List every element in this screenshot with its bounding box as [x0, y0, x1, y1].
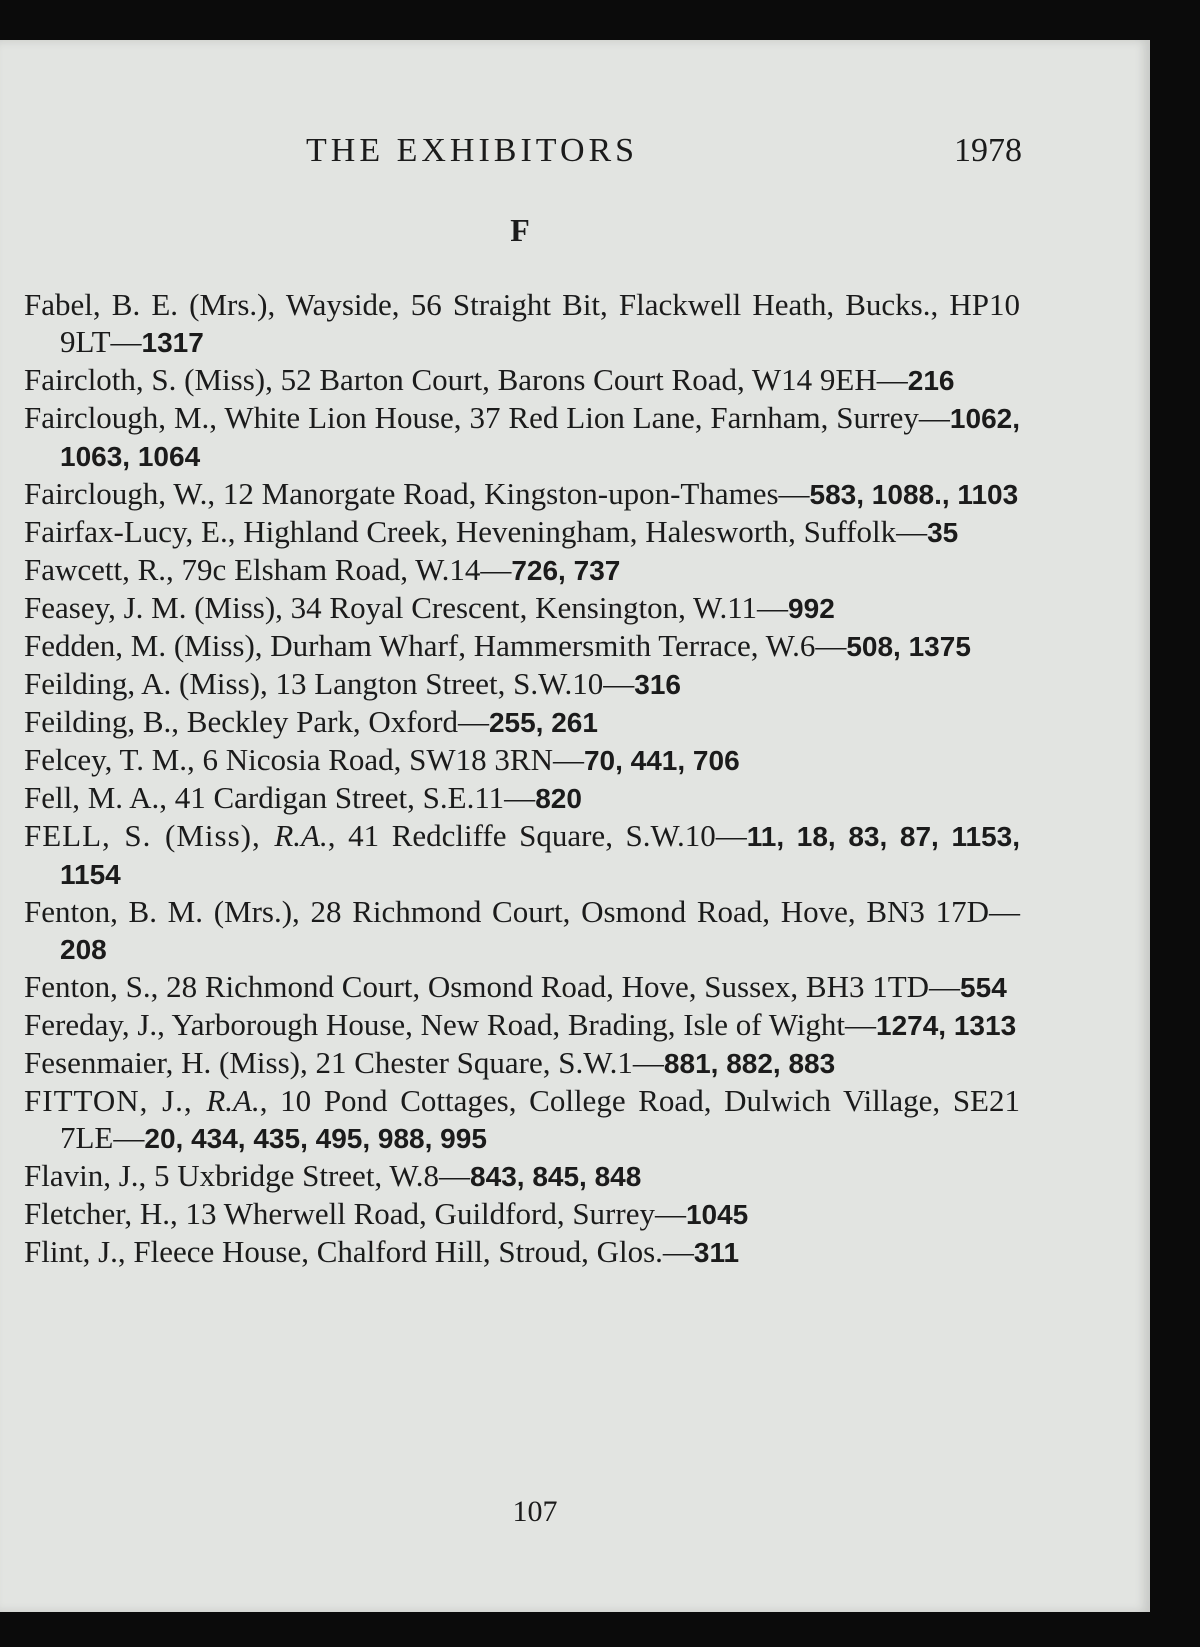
catalogue-numbers: 1317 — [141, 327, 204, 358]
exhibitor-entry — [24, 1233, 1020, 1271]
running-header — [306, 132, 1022, 182]
catalogue-numbers: 20, 434, 435, 495, 988, 995 — [144, 1123, 487, 1154]
entry-text: Fletcher, H., 13 Wherwell Road, Guildford, Surrey— — [24, 1196, 686, 1231]
entry-address: , 10 Pond Cottages, College Road, Dulwich Village, SE21 7LE— — [60, 1083, 1020, 1155]
entry-text: Fedden, M. (Miss), Durham Wharf, Hammersmith Terrace, W.6— — [24, 628, 847, 663]
entry-text: Felcey, T. M., 6 Nicosia Road, SW18 3RN— — [24, 742, 584, 777]
exhibitor-entry — [24, 779, 1020, 817]
entry-text: Fairclough, M., White Lion House, 37 Red Lion Lane, Farnham, Surrey— — [24, 400, 950, 435]
exhibitor-entry — [24, 893, 1020, 968]
exhibitor-entry — [24, 551, 1020, 589]
catalogue-numbers: 311 — [693, 1237, 740, 1268]
entry-text: Flint, J., Fleece House, Chalford Hill, Stroud, Glos.— — [24, 1234, 694, 1269]
catalogue-numbers: 70, 441, 706 — [583, 745, 740, 776]
exhibitor-entry — [24, 665, 1020, 703]
entry-text: Fell, M. A., 41 Cardigan Street, S.E.11— — [24, 780, 536, 815]
catalogue-numbers: 554 — [960, 972, 1007, 1003]
catalogue-numbers: 255, 261 — [488, 707, 598, 738]
entry-text: FELL, S. (Miss), — [24, 818, 275, 853]
exhibitor-entry — [24, 1006, 1020, 1044]
catalogue-numbers: 1062, 1063, 1064 — [60, 403, 1020, 472]
exhibitor-entry — [24, 475, 1020, 513]
ra-designation: R.A. — [274, 818, 328, 853]
entry-text: Feasey, J. M. (Miss), 34 Royal Crescent, Kensington, W.11— — [24, 590, 789, 625]
catalogue-numbers: 881, 882, 883 — [663, 1048, 836, 1079]
entry-text: Fenton, B. M. (Mrs.), 28 Richmond Court, Osmond Road, Hove, BN3 17D— — [24, 894, 1020, 929]
entry-text: Feilding, B., Beckley Park, Oxford— — [24, 704, 489, 739]
catalogue-numbers: 316 — [634, 669, 681, 700]
exhibitor-list — [24, 286, 1020, 1271]
exhibitor-entry — [24, 589, 1020, 627]
exhibitor-entry — [24, 361, 1020, 399]
exhibitor-entry-academician — [24, 817, 1020, 893]
section-letter: F — [510, 212, 530, 248]
entry-address: , 41 Redcliffe Square, S.W.10— — [327, 818, 747, 853]
entry-text: Fenton, S., 28 Richmond Court, Osmond Road, Hove, Sussex, BH3 1TD— — [24, 969, 961, 1004]
catalogue-numbers: 992 — [788, 593, 835, 624]
running-year: 1978 — [954, 132, 1022, 169]
entry-text: Fairfax-Lucy, E., Highland Creek, Heveningham, Halesworth, Suffolk— — [24, 514, 928, 549]
entry-text: Flavin, J., 5 Uxbridge Street, W.8— — [24, 1158, 471, 1193]
entry-text: Fawcett, R., 79c Elsham Road, W.14— — [24, 552, 512, 587]
entry-text: Faircloth, S. (Miss), 52 Barton Court, Barons Court Road, W14 9EH— — [24, 362, 908, 397]
page-number: 107 — [512, 1495, 558, 1528]
catalogue-numbers: 726, 737 — [511, 555, 621, 586]
catalogue-numbers: 843, 845, 848 — [470, 1161, 642, 1192]
exhibitor-entry — [24, 513, 1020, 551]
exhibitor-entry — [24, 1195, 1020, 1233]
catalogue-numbers: 508, 1375 — [846, 631, 971, 662]
exhibitor-entry — [24, 627, 1020, 665]
entry-text: Fesenmaier, H. (Miss), 21 Chester Square, S.W.1— — [24, 1045, 664, 1080]
catalogue-numbers: 35 — [927, 517, 959, 548]
exhibitor-entry — [24, 1157, 1020, 1195]
entry-text: Fabel, B. E. (Mrs.), Wayside, 56 Straight Bit, Flackwell Heath, Bucks., HP10 9LT— — [24, 287, 1020, 359]
ra-designation: R.A. — [206, 1083, 260, 1118]
catalogue-numbers: 583, 1088., 1103 — [809, 479, 1019, 510]
exhibitor-entry — [24, 399, 1020, 475]
catalogue-numbers: 11, 18, 83, 87, 1153, 1154 — [60, 821, 1020, 890]
exhibitor-entry — [24, 286, 1020, 361]
exhibitor-entry — [24, 703, 1020, 741]
exhibitor-entry — [24, 741, 1020, 779]
catalogue-numbers: 216 — [907, 365, 955, 396]
entry-text: FITTON, J., — [24, 1083, 207, 1118]
entry-text: Feilding, A. (Miss), 13 Langton Street, S.W.10— — [24, 666, 635, 701]
catalogue-numbers: 208 — [60, 934, 107, 965]
running-title: THE EXHIBITORS — [306, 132, 639, 169]
exhibitor-entry-academician — [24, 1082, 1020, 1157]
exhibitor-entry — [24, 968, 1020, 1006]
book-page — [0, 40, 1150, 1612]
catalogue-numbers: 1045 — [685, 1199, 749, 1230]
catalogue-numbers: 820 — [535, 783, 582, 814]
entry-text: Fairclough, W., 12 Manorgate Road, Kingston-upon-Thames— — [24, 476, 810, 511]
catalogue-numbers: 1274, 1313 — [876, 1010, 1017, 1041]
exhibitor-entry — [24, 1044, 1020, 1082]
entry-text: Fereday, J., Yarborough House, New Road, Brading, Isle of Wight— — [24, 1007, 877, 1042]
